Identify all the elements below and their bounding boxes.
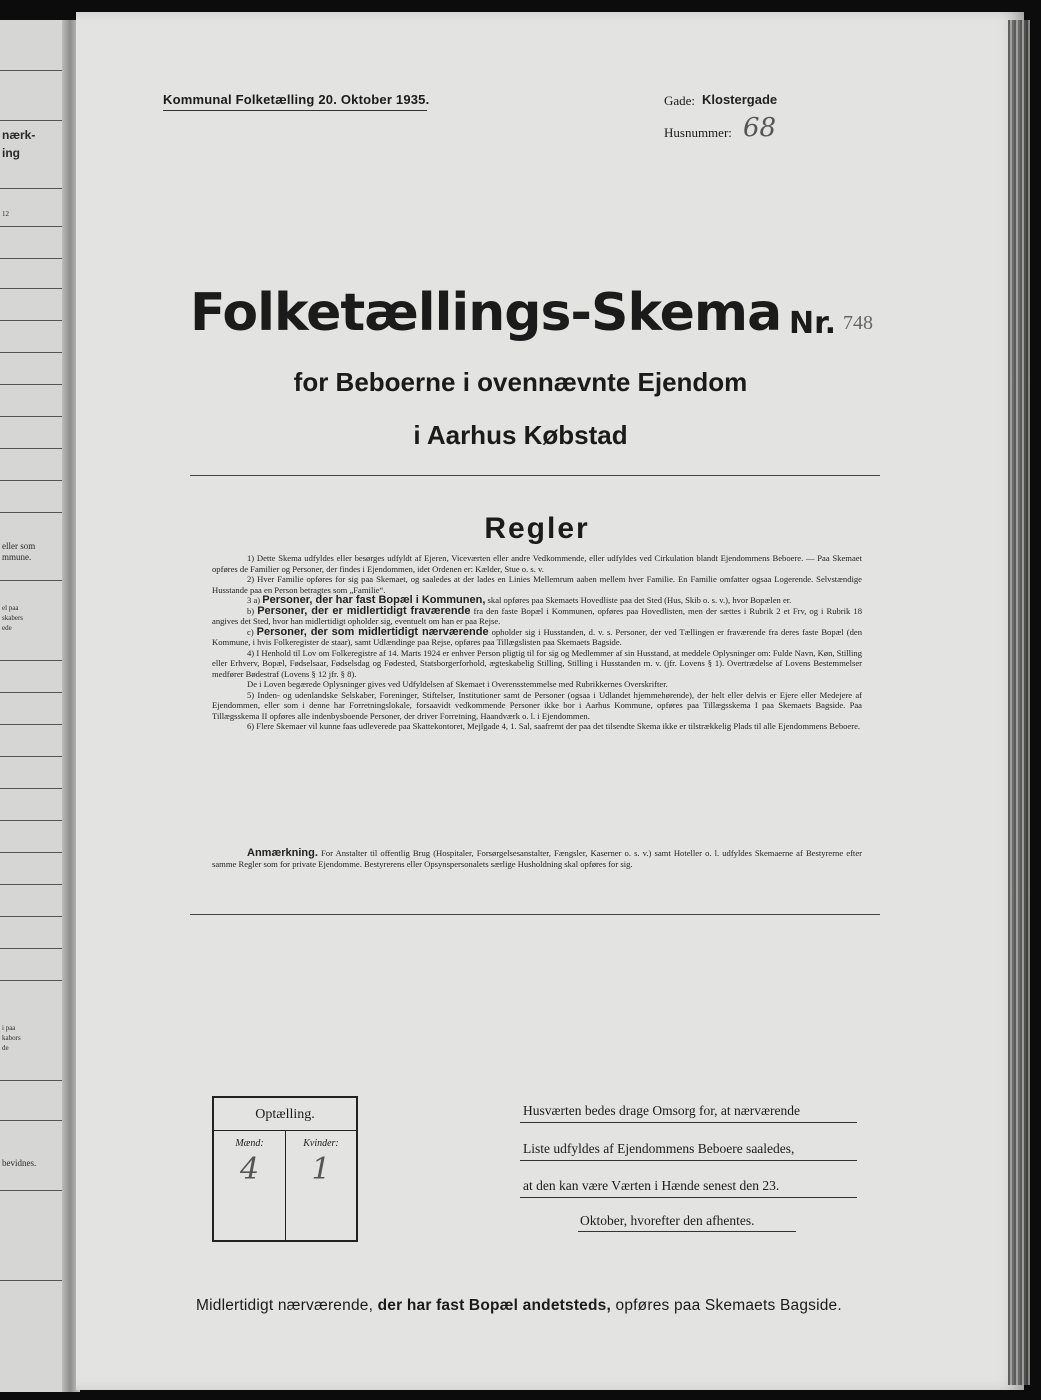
left-fragment: de — [2, 1044, 9, 1052]
rule-number: c) — [247, 626, 254, 637]
house-number-value: 68 — [743, 113, 777, 143]
notice-line: Oktober, hvorefter den afhentes. — [580, 1213, 755, 1228]
form-subtitle: for Beboerne i ovennævnte Ejendom — [293, 367, 748, 397]
left-fragment: kabors — [2, 1034, 21, 1042]
street-label: Gade: — [664, 93, 696, 108]
form-subtitle-city: i Aarhus Købstad — [413, 420, 628, 450]
tally-box — [212, 1096, 358, 1242]
notice-underline — [520, 1197, 857, 1198]
tally-title: Optælling. — [255, 1107, 315, 1122]
page-edge — [1008, 20, 1030, 1385]
rule-1: 1) Dette Skema udfyldes eller besørges udfyldt af Ejeren, Viceværten eller andre Vedkommende, eller udfyldes ved Cirkulation blandt Ejendommens Beboere. — Paa Skemaet opføres de Familier og Personer, der findes i Ejendommen, idet Ordenen er: Kælder, Stue o. s. v. — [212, 553, 862, 574]
notice-underline — [520, 1160, 857, 1161]
footer-part: Midlertidigt nærværende, — [196, 1297, 374, 1314]
form-number-value: 748 — [843, 312, 873, 334]
divider — [190, 475, 880, 476]
divider — [190, 914, 880, 915]
footer-note — [196, 1297, 842, 1315]
rule-emphasis: Personer, der er midlertidigt fraværende — [257, 604, 471, 617]
rule-5: 5) Inden- og udenlandske Selskaber, Foreninger, Stiftelser, Institutioner samt de Personer (ogsaa i Udlandet hjemmehørende), der helt eller delvis er Ejere eller Medejere af Ejendommen, eller som i denne har Forretningslokale, forsaavidt vedkommende Personer ikke bor i Aarhus Kommune, opføres paa Tillægsskema I paa Skemaets Bagside. Paa Tillægsskema II opføres alle indenbysboende Personer, der driver Forretning, Haandværk o. l. i Ejendommen. — [212, 689, 862, 721]
men-label: Mænd: — [235, 1138, 264, 1149]
footer-emphasis: der har fast Bopæl andetsteds, — [377, 1297, 611, 1314]
left-fragment: 12 — [2, 210, 9, 218]
left-fragment: eller som — [2, 541, 36, 551]
form-title: Folketællings-Skema — [190, 283, 782, 343]
footer-part: opføres paa Skemaets Bagside. — [615, 1297, 842, 1314]
rules-heading: Regler — [484, 512, 590, 545]
remark-paragraph — [212, 848, 862, 869]
left-fragment: mmune. — [2, 552, 32, 562]
rule-4b: De i Loven begærede Oplysninger gives ved Udfyldelsen af Skemaet i Overensstemmelse med Rubrikkernes Overskrifter. — [247, 679, 668, 689]
left-fragment: el paa — [2, 604, 19, 612]
women-count: 1 — [311, 1152, 331, 1187]
house-number-label: Husnummer: — [664, 125, 732, 140]
rule-emphasis: Personer, der som midlertidigt nærværende — [256, 625, 489, 638]
rule-body: fra den faste Bopæl i Kommunen, opføres paa Hovedlisten, men der sættes i Rubrik 2 et Frv, og i Rubrik 18 angives det Sted, hvor han midlertidigt opholder sig, eventuelt om han er paa Rejse. — [212, 605, 862, 626]
notice-line: Liste udfyldes af Ejendommens Beboere saaledes, — [523, 1141, 795, 1156]
rule-body: skal opføres paa Skemaets Hovedliste paa det Sted (Hus, Skib o. s. v.), hvor Bopælen er. — [487, 595, 792, 605]
women-label: Kvinder: — [303, 1138, 339, 1149]
form-number-label: Nr. — [789, 306, 837, 341]
rule-body: opholder sig i Husstanden, d. v. s. Personer, der ved Tællingen er fraværende fra deres faste Bopæl (den Kommune, i hvis Folkeregister de staar), samt Udlændinge paa Rejse, opføres paa Tillægslisten paa Skemaets Bagside. — [212, 626, 863, 647]
rule-number: b) — [247, 605, 255, 616]
remark-label: Anmærkning. — [247, 847, 318, 859]
notice-line: at den kan være Værten i Hænde senest den 23. — [523, 1178, 780, 1193]
rule-6: 6) Flere Skemaer vil kunne faas udleverede paa Skattekontoret, Mejlgade 4, 1. Sal, saafremt der paa det tilsendte Skema ikke er tilstrækkelig Plads til alle Ejendommens Beboere. — [247, 721, 861, 731]
left-fragment: nærk- — [2, 128, 36, 142]
left-fragment: ede — [2, 624, 12, 632]
rule-emphasis: Personer, der har fast Bopæl i Kommunen, — [262, 594, 486, 606]
left-fragment: bevidnes. — [2, 1158, 37, 1168]
left-fragment: i paa — [2, 1024, 16, 1032]
rule-3c — [212, 627, 862, 648]
rule-number: 3 a) — [247, 595, 261, 605]
header-underline — [163, 110, 427, 111]
notice-line: Husværten bedes drage Omsorg for, at nærværende — [523, 1103, 801, 1118]
left-fragment: ing — [2, 146, 20, 160]
street-value: Klostergade — [702, 92, 778, 107]
rule-3b — [212, 606, 862, 627]
rule-2: 2) Hver Familie opføres for sig paa Skemaet, og saaledes at der lades en Linies Mellemrum aaben mellem hver Familie. En Familie omfatter ogsaa Logerende. Selvstændige Husstande paa en Person betragtes som „Familie“. — [212, 574, 862, 595]
remark — [212, 848, 862, 869]
remark-body: For Anstalter til offentlig Brug (Hospitaler, Forsørgelsesanstalter, Fængsler, Kaserner o. s. v.) samt Hoteller o. l. udfyldes Skemaerne af Bestyrerne efter samme Regler som for private Ejendomme. Bestyrerens eller Opsynspersonalets særlige Husholdning skal opføres for sig. — [212, 848, 862, 869]
rules-text — [212, 553, 862, 732]
census-header: Kommunal Folketælling 20. Oktober 1935. — [163, 92, 430, 107]
notice-underline — [520, 1122, 857, 1123]
notice-underline — [578, 1231, 796, 1232]
rule-4: 4) I Henhold til Lov om Folkeregistre af 14. Marts 1924 er enhver Person pligtig til for sig og Medlemmer af sin Husstand, at meddele Oplysninger om: Fulde Navn, Køn, Stilling eller Erhverv, Bopæl, Fødselsaar, Fødselsdag og Fødested, Statsborgerforhold, ægteskabelig Stilling, Stilling i Husstanden m. v. (jfr. Lovens § 1). Overtrædelse af Lovens Bestemmelser medfører Bødestraf (Lovens § 12 jfr. § 8). — [212, 647, 862, 679]
left-fragment: skabers — [2, 614, 23, 622]
men-count: 4 — [239, 1152, 260, 1187]
